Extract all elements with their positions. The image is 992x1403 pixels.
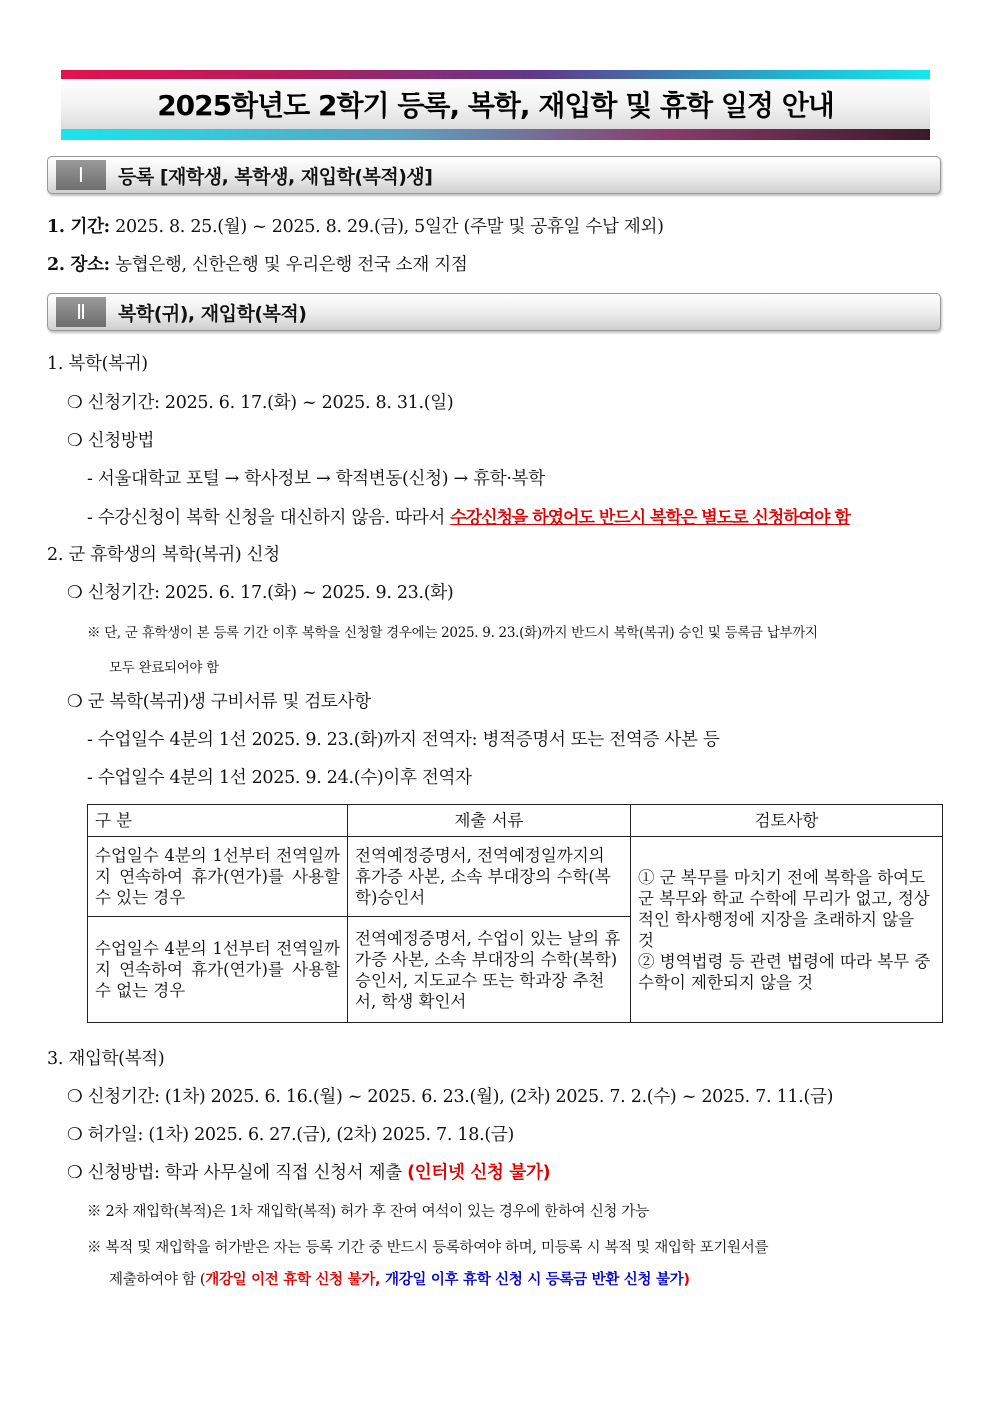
section-header-registration xyxy=(47,156,941,194)
table-cell-documents: 전역예정증명서, 전역예정일까지의 휴가증 사본, 소속 부대장의 수학(복학)승인서 xyxy=(348,837,631,917)
section-number: Ⅱ xyxy=(56,297,106,327)
table-cell-category: 수업일수 4분의 1선부터 전역일까지 연속하여 휴가(연가)를 사용할 수 없는 경우 xyxy=(88,917,348,1023)
title-top-bar xyxy=(61,70,930,79)
note-red-highlight: 개강일 이전 휴학 신청 불가 xyxy=(205,1272,375,1288)
military-return-period: ❍ 신청기간: 2025. 6. 17.(화) ~ 2025. 9. 23.(화) xyxy=(67,583,454,603)
note-separator: , xyxy=(375,1272,385,1288)
section-number: Ⅰ xyxy=(56,160,106,190)
subsection-military-return: 2. 군 휴학생의 복학(복귀) 신청 xyxy=(47,545,280,565)
review-item-2: ② 병역법령 등 관련 법령에 따라 복무 중 수학이 제한되지 않을 것 xyxy=(638,951,931,992)
military-docs-item1: - 수업일수 4분의 1선 2025. 9. 23.(화)까지 전역자: 병적증명서 또는 전역증 사본 등 xyxy=(87,730,720,750)
note-blue-highlight: 개강일 이후 휴학 신청 시 등록금 반환 신청 불가 xyxy=(384,1272,684,1288)
title-box xyxy=(61,79,930,129)
readmission-permit-date: ❍ 허가일: (1차) 2025. 6. 27.(금), (2차) 2025. 7. 18.(금) xyxy=(67,1125,514,1145)
note-close: ) xyxy=(683,1272,690,1288)
title-bottom-bar xyxy=(61,129,930,140)
table-header-documents: 제출 서류 xyxy=(348,805,631,837)
page-title: 2025학년도 2학기 등록, 복학, 재입학 및 휴학 일정 안내 xyxy=(157,89,834,122)
military-docs-table xyxy=(87,804,943,1023)
table-cell-documents: 전역예정증명서, 수업이 있는 날의 휴가증 사본, 소속 부대장의 수학(복학)승인서, 지도교수 또는 학과장 추천서, 학생 확인서 xyxy=(348,917,631,1023)
military-return-note-line2: 모두 완료되어야 함 xyxy=(109,660,219,676)
notice-text: - 수강신청이 복학 신청을 대신하지 않음. 따라서 xyxy=(87,508,451,528)
registration-period xyxy=(47,213,664,238)
return-method-notice xyxy=(87,503,850,529)
military-return-note-line1: ※ 단, 군 휴학생이 본 등록 기간 이후 복학을 신청할 경우에는 2025. 9. 23.(화)까지 반드시 복학(복귀) 승인 및 등록금 납부까지 xyxy=(87,625,818,641)
table-header-row xyxy=(88,805,943,837)
title-banner xyxy=(61,70,930,140)
readmission-note-2-line1: ※ 복적 및 재입학을 허가받은 자는 등록 기간 중 반드시 등록하여야 하며, 미등록 시 복적 및 재입학 포기원서를 xyxy=(87,1240,769,1256)
military-docs-item2: - 수업일수 4분의 1선 2025. 9. 24.(수)이후 전역자 xyxy=(87,768,472,788)
method-highlight: (인터넷 신청 불가) xyxy=(407,1163,551,1183)
registration-place xyxy=(47,251,467,276)
subsection-return: 1. 복학(복귀) xyxy=(47,354,148,374)
table-header-review: 검토사항 xyxy=(631,805,943,837)
item-head: 1. 기간: xyxy=(47,217,110,237)
readmission-note-2-line2 xyxy=(109,1268,690,1289)
table-cell-category: 수업일수 4분의 1선부터 전역일까지 연속하여 휴가(연가)를 사용할 수 있는 경우 xyxy=(88,837,348,917)
method-text: ❍ 신청방법: 학과 사무실에 직접 신청서 제출 xyxy=(67,1163,408,1183)
item-head: 2. 장소: xyxy=(47,255,110,275)
subsection-readmission: 3. 재입학(복적) xyxy=(47,1049,165,1069)
table-cell-review xyxy=(631,837,943,1023)
return-period: ❍ 신청기간: 2025. 6. 17.(화) ~ 2025. 8. 31.(일) xyxy=(67,393,454,413)
readmission-note-1: ※ 2차 재입학(복적)은 1차 재입학(복적) 허가 후 잔여 여석이 있는 경우에 한하여 신청 가능 xyxy=(87,1204,649,1220)
readmission-method xyxy=(67,1159,550,1184)
item-text: 2025. 8. 25.(월) ~ 2025. 8. 29.(금), 5일간 (주말 및 공휴일 수납 제외) xyxy=(109,217,664,237)
military-docs-heading: ❍ 군 복학(복귀)생 구비서류 및 검토사항 xyxy=(67,692,371,712)
section-label: 등록 [재학생, 복학생, 재입학(복적)생] xyxy=(118,166,433,188)
return-method: ❍ 신청방법 xyxy=(67,431,155,451)
return-method-portal: - 서울대학교 포털 → 학사정보 → 학적변동(신청) → 휴학·복학 xyxy=(87,469,545,489)
note-text: 제출하여야 함 ( xyxy=(109,1272,206,1288)
notice-highlight: 수강신청을 하였어도 반드시 복학은 별도로 신청하여야 함 xyxy=(450,508,850,528)
table-header-category: 구 분 xyxy=(88,805,348,837)
readmission-period: ❍ 신청기간: (1차) 2025. 6. 16.(월) ~ 2025. 6. 23.(월), (2차) 2025. 7. 2.(수) ~ 2025. 7. 11.(금) xyxy=(67,1087,834,1107)
section-header-return xyxy=(47,293,941,331)
table-row xyxy=(88,837,943,917)
section-label: 복학(귀), 재입학(복적) xyxy=(118,303,307,325)
item-text: 농협은행, 신한은행 및 우리은행 전국 소재 지점 xyxy=(109,255,468,275)
review-item-1: ① 군 복무를 마치기 전에 복학을 하여도 군 복무와 학교 수학에 무리가 없고, 정상적인 학사행정에 지장을 초래하지 않을 것 xyxy=(638,867,930,950)
